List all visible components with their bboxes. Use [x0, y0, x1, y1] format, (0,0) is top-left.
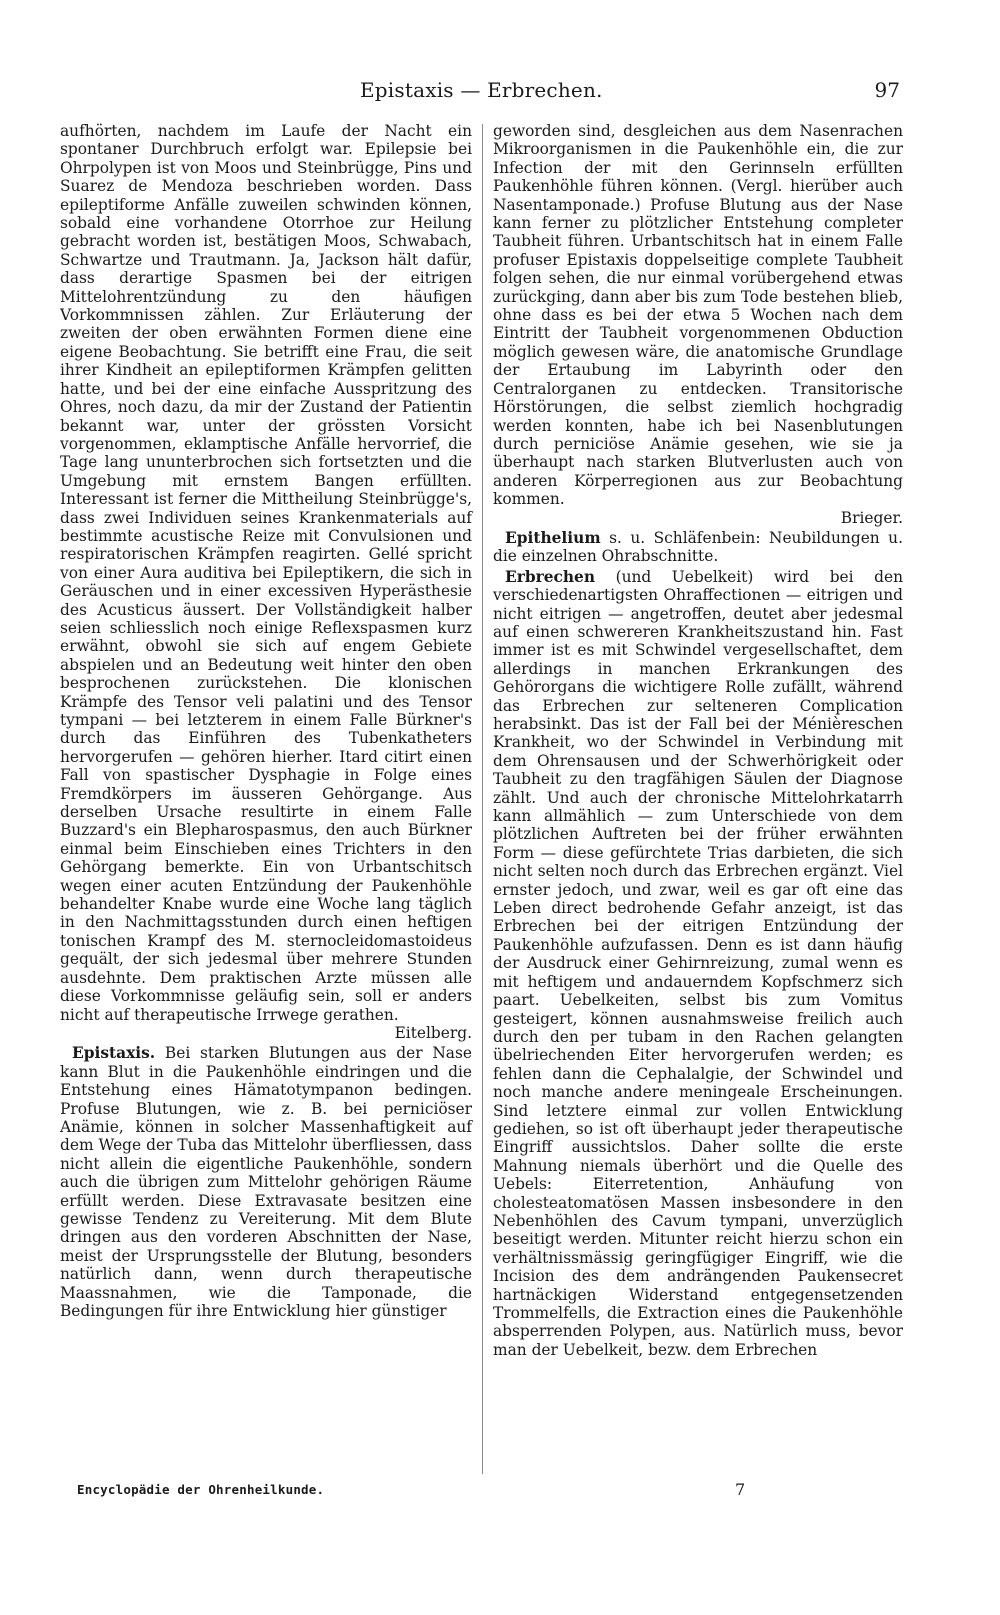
entry-text: Bei starken Blutungen aus der Nase kann Blut in die Paukenhöhle eindringen und die Entstehung eines Hämatotympanon bedingen. Profuse Blutungen, wie z. B. bei perniciöser Anämie, können in solcher Massenhaftigkeit auf dem Wege der Tuba das Mittelohr überfliessen, dass nicht allein die eigentliche Paukenhöhle, sondern auch die übrigen zum Mittelohr gehörigen Räume erfüllt werden. Diese Extravasate besitzen eine gewisse Tendenz zu Vereiterung. Mit dem Blute dringen aus den vorderen Abschnitten der Nase, meist der Ursprungsstelle der Blutung, besonders natürlich dann, wenn durch therapeutische Maassnahmen, wie die Tamponade, die Bedingungen für ihre Entwicklung hier günstiger: [60, 1044, 472, 1320]
page-number: 97: [874, 78, 900, 102]
entry-headword: Epistaxis.: [72, 1044, 156, 1063]
entry-headword: Epithelium: [505, 528, 601, 547]
paragraph-epistaxis-continued: [493, 122, 903, 527]
entry-headword: Erbrechen: [505, 567, 596, 586]
right-column: [493, 122, 903, 1359]
book-title-footer: Encyclopädie der Ohrenheilkunde.: [77, 1482, 325, 1497]
paragraph-text: aufhörten, nachdem im Laufe der Nacht ein spontaner Durchbruch erfolgt war. Epilepsie bei Ohrpolypen ist von Moos und Steinbrügge, Pins und Suarez de Mendoza beschrieben worden. Dass epileptiforme Anfälle zuweilen schwinden können, sobald eine vorhandene Otorrhoe zur Heilung gebracht worden ist, bestätigen Moos, Schwabach, Schwartze und Trautmann. Ja, Jackson hält dafür, dass derartige Spasmen bei der eitrigen Mittelohrentzündung zu den häufigen Vorkommnissen zählen. Zur Erläuterung der zweiten der oben erwähnten Formen diene eine eigene Beobachtung. Sie betrifft eine Frau, die seit ihrer Kindheit an epileptiformen Krämpfen gelitten hatte, und bei der eine einfache Ausspritzung des Ohres, noch dazu, da mir der Zustand der Patientin bekannt war, unter der grössten Vorsicht vorgenommen, eklamptische Anfälle hervorrief, die Tage lang ununterbrochen sich fortsetzten und die Umgebung mit ernstem Bangen erfüllten. Interessant ist ferner die Mittheilung Steinbrügge's, dass zwei Individuen seines Krankenmaterials auf bestimmte acustische Reize mit Convulsionen und respiratorischen Krämpfen reagirten. Gellé spricht von einer Aura auditiva bei Epileptikern, die sich in Geräuschen und in einer excessiven Hyperästhesie des Acusticus äussert. Der Vollständigkeit halber seien schliesslich noch einige Reflexspasmen kurz erwähnt, obwohl sie sich auf engem Gebiete abspielen und an Bedeutung weit hinter den oben besprochenen zurückstehen. Die klonischen Krämpfe des Tensor veli palatini und des Tensor tympani — bei letzterem in einem Falle Bürkner's durch das Einführen des Tubenkatheters hervorgerufen — gehören hierher. Itard citirt einen Fall von spastischer Dysphagie in Folge eines Fremdkörpers im äusseren Gehörgange. Aus derselben Ursache resultirte in einem Falle Buzzard's ein Blepharospasmus, den auch Bürkner einmal beim Einschieben eines Trichters in den Gehörgang bemerkte. Ein von Urbantschitsch wegen einer acuten Entzündung der Paukenhöhle behandelter Knabe wurde eine Woche lang täglich in den Nachmittagsstunden durch einen heftigen tonischen Krampf des M. sternocleidomastoideus gequält, der sich jedesmal über mehrere Stunden ausdehnte. Dem praktischen Arzte müssen alle diese Vorkommnisse geläufig sein, soll er anders nicht auf therapeutische Irrwege gerathen.: [60, 122, 472, 1024]
left-column: [60, 122, 472, 1320]
entry-erbrechen: [493, 568, 903, 1359]
paragraph-epilepsy: [60, 122, 472, 1042]
entry-epithelium: [493, 529, 903, 566]
sheet-number: 7: [735, 1480, 746, 1499]
entry-epistaxis: [60, 1044, 472, 1320]
running-head: Epistaxis — Erbrechen.: [360, 78, 603, 102]
entry-text: s. u. Schläfenbein: Neubildungen u. die einzelnen Ohrabschnitte.: [493, 528, 903, 566]
author-signature: Brieger.: [840, 508, 903, 527]
entry-text: (und Uebelkeit) wird bei den verschiedenartigsten Ohraffectionen — eitrigen und nicht eitrigen — angetroffen, deutet aber jedesmal auf einen schwereren Krankheitszustand hin. Fast immer ist es mit Schwindel vergesellschaftet, dem allerdings in manchen Erkrankungen des Gehörorgans die wichtigere Rolle zufällt, während das Erbrechen zur selteneren Complication herabsinkt. Das ist der Fall bei der Ménièreschen Krankheit, wo der Schwindel in Verbindung mit dem Ohrensausen und der Schwerhörigkeit oder Taubheit zu den tragfähigen Säulen der Diagnose zählt. Und auch der chronische Mittelohrkatarrh kann allmählich — zum Unterschiede von dem plötzlichen Auftreten bei der früher erwähnten Form — diese gefürchtete Trias darbieten, die sich nicht selten noch durch das Erbrechen ergänzt. Viel ernster jedoch, und zwar, weil es gar oft eine das Leben direct bedrohende Gefahr anzeigt, ist das Erbrechen bei der eitrigen Entzündung der Paukenhöhle aufzufassen. Denn es ist dann häufig der Ausdruck einer Gehirnreizung, zumal wenn es mit heftigem und andauerndem Kopfschmerz sich paart. Uebelkeiten, selbst bis zum Vomitus gesteigert, können ausnahmsweise freilich auch durch den per tubam in den Rachen gelangten übelriechenden Eiter hervorgerufen werden; es fehlen dann die Cephalalgie, der Schwindel und noch manche andere meningeale Erscheinungen. Sind letztere einmal zur vollen Entwicklung gediehen, so ist oft überhaupt jeder therapeutische Eingriff aussichtslos. Daher sollte die erste Mahnung niemals überhört und die Quelle des Uebels: Eiterretention, Anhäufung von cholesteatomatösen Massen insbesondere in den Nebenhöhlen des Cavum tympani, unverzüglich beseitigt werden. Mitunter reicht hierzu schon ein verhältnissmässig geringfügiger Eingriff, wie die Incision des dem andrängenden Paukensecret hartnäckigen Widerstand entgegensetzenden Trommelfells, die Extraction eines die Paukenhöhle absperrenden Polypen, aus. Natürlich muss, bevor man der Uebelkeit, bezw. dem Erbrechen: [493, 567, 903, 1359]
author-signature: Eitelberg.: [394, 1023, 472, 1042]
column-divider: [482, 124, 483, 1474]
page-header: [60, 78, 900, 108]
paragraph-text: geworden sind, desgleichen aus dem Nasenrachen Mikroorganismen in die Paukenhöhle ein, die zur Infection der mit den Gerinnseln erfüllten Paukenhöhle führen können. (Vergl. hierüber auch Nasentamponade.) Profuse Blutung aus der Nase kann ferner zu plötzlicher Entstehung completer Taubheit führen. Urbantschitsch hat in einem Falle profuser Epistaxis doppelseitige complete Taubheit folgen sehen, die nur einmal vorübergehend etwas zurückging, dann aber bis zum Tode bestehen blieb, ohne dass es bei der etwa 5 Wochen nach dem Eintritt der Taubheit vorgenommenen Obduction möglich gewesen wäre, die anatomische Grundlage der Ertaubung im Labyrinth oder den Centralorganen zu entdecken. Transitorische Hörstörungen, die selbst ziemlich hochgradig werden konnten, habe ich bei Nasenblutungen durch perniciöse Anämie gesehen, wie sie ja überhaupt nach starken Blutverlusten auch von anderen Körperregionen aus zur Beobachtung kommen.: [493, 122, 903, 509]
